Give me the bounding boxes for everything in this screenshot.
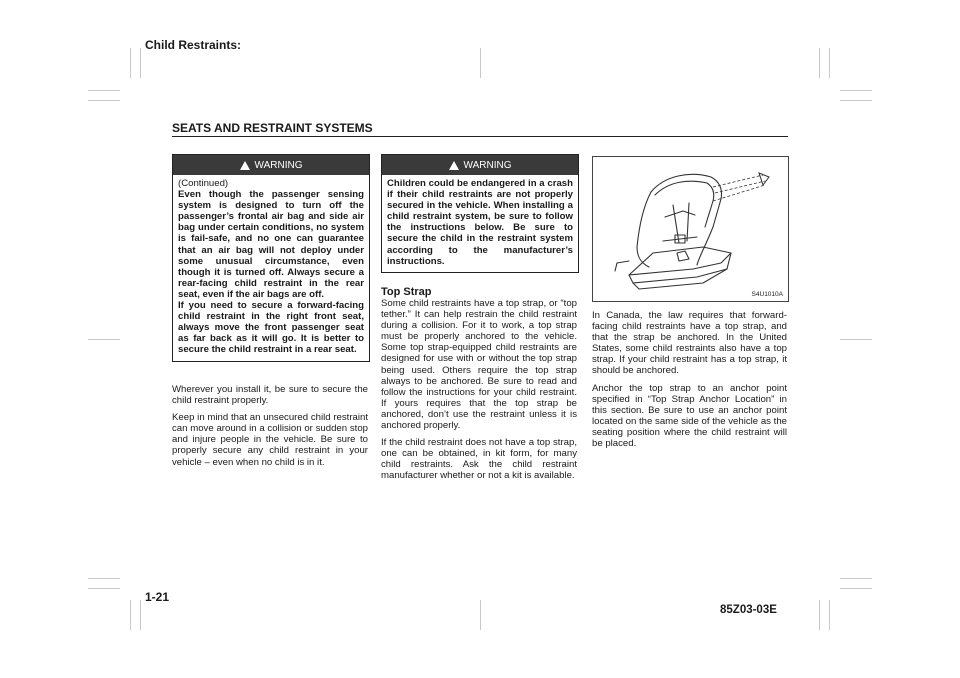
warning-box [381,154,579,273]
warning-body [382,175,578,272]
paragraph: Some child restraints have a top strap, or “top tether.” It can help restrain the child restraint during a collision. For it to work, a top strap must be properly anchored to the vehicle. Some top strap-equipped child restraints are designed for use with or without the top strap being used. Others require the top strap always to be anchored. Be sure to read and follow the instructions for your child restraint. If yours requires that the top strap be anchored, don’t use the restraint unless it is anchored properly. [381,298,577,432]
crop-mark [829,600,830,630]
top-strap-heading: Top Strap [381,286,432,298]
paragraph: If the child restraint does not have a top strap, one can be obtained, in kit form, for many child restraints. Ask the child restraint manufacturer whether or not a kit is available. [381,437,577,482]
warning-title: WARNING [254,159,303,171]
crop-mark [840,100,872,101]
warning-text: Children could be endangered in a crash if their child restraints are not properly secured in the vehicle. When installing a child restraint system, be sure to follow the instructions below. Be sure to secure the child in the restraint system according to the manufacturer’s instructions. [387,178,573,267]
crop-mark [88,588,120,589]
column1-body [172,384,368,474]
paragraph: Keep in mind that an unsecured child restraint can move around in a collision or sudden stop and injure people in the vehicle. Be sure to properly secure any child restraint in your vehicle – even when no child is in it. [172,412,368,468]
crop-mark [840,90,872,91]
crop-mark [480,48,481,78]
paragraph: In Canada, the law requires that forward-facing child restraints have a top strap, and that the strap be anchored. In the United States, some child restraints also have a top strap. If your child restraint has a top strap, it should be anchored. [592,310,787,377]
section-title: SEATS AND RESTRAINT SYSTEMS [172,121,373,135]
crop-mark [130,600,131,630]
crop-mark [819,48,820,78]
crop-mark [140,600,141,630]
crop-mark [88,578,120,579]
crop-mark [140,48,141,78]
warning-header [173,155,369,175]
warning-text: Even though the passenger sensing system is designed to turn off the passenger’s frontal air bag and side air bag under certain conditions, no system is fail-safe, and no one can guarantee that an air bag will not deploy under some unusual circumstance, even though it is turned off. Always secure a rear-facing child restraint in the rear seat, even if the air bags are off. [178,189,364,300]
crop-mark [829,48,830,78]
crop-mark [840,339,872,340]
child-seat-figure [592,156,789,302]
document-code: 85Z03-03E [720,604,777,616]
crop-mark [130,48,131,78]
warning-triangle-icon [449,161,459,170]
warning-continued-label: (Continued) [178,178,229,189]
section-rule [172,136,788,137]
column2-body [381,286,577,488]
crop-mark [480,600,481,630]
figure-label: S4U1010A [751,291,783,298]
warning-body [173,175,369,361]
warning-triangle-icon [240,161,250,170]
crop-mark [88,100,120,101]
crop-mark [88,339,120,340]
warning-title: WARNING [463,159,512,171]
column3-body [592,310,787,455]
paragraph: Anchor the top strap to an anchor point specified in “Top Strap Anchor Location” in this section. Be sure to use an anchor point located on the same side of the vehicle as the seating position where the child restraint will be placed. [592,382,787,450]
page-number: 1-21 [145,590,170,604]
crop-mark [819,600,820,630]
paragraph: Wherever you install it, be sure to secure the child restraint properly. [172,384,368,407]
warning-header [382,155,578,175]
warning-box-continued [172,154,370,362]
crop-mark [840,578,872,579]
crop-mark [840,588,872,589]
warning-text: If you need to secure a forward-facing child restraint in the right front seat, always move the front passenger seat as far back as it will go. It is better to secure the child restraint in a rear seat. [178,300,364,356]
running-head: Child Restraints: [145,38,242,52]
crop-mark [88,90,120,91]
child-seat-illustration [593,157,788,301]
